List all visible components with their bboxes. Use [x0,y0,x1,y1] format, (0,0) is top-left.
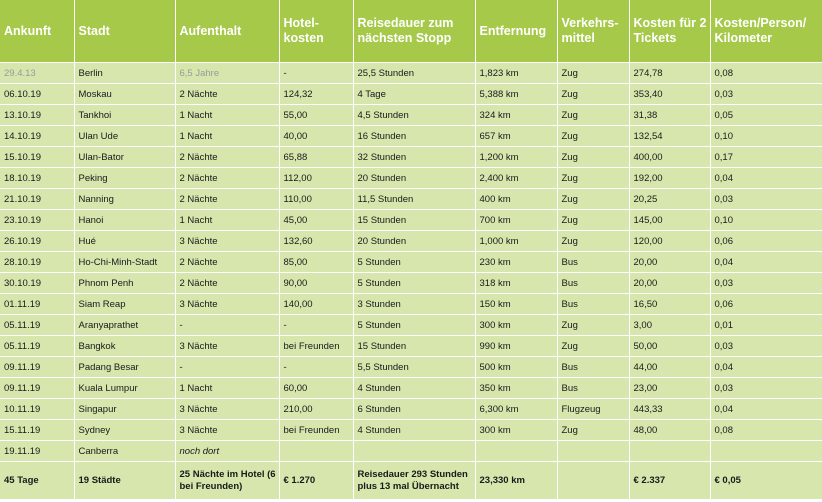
cell-city: Padang Besar [74,357,175,378]
cell-city: Siam Reap [74,294,175,315]
cell-travel-duration: 6 Stunden [353,399,475,420]
table-row [0,315,822,336]
cell-stay: 2 Nächte [175,84,279,105]
cell-arrival: 15.10.19 [0,147,74,168]
table-row [0,336,822,357]
cell-hotel-cost: 140,00 [279,294,353,315]
cell-ticket-cost: 50,00 [629,336,710,357]
cell-stay: 3 Nächte [175,231,279,252]
cell-city: Bangkok [74,336,175,357]
cell-stay: noch dort [175,441,279,462]
cell-travel-duration: 5 Stunden [353,273,475,294]
cell-city: Hanoi [74,210,175,231]
cell-travel-duration: 5 Stunden [353,252,475,273]
cell-distance: 1,200 km [475,147,557,168]
cell-stay: 2 Nächte [175,273,279,294]
cell-travel-duration: 4 Tage [353,84,475,105]
header-stay: Aufenthalt [175,0,279,63]
cell-travel-duration: 25,5 Stunden [353,63,475,84]
cell-ticket-cost: 353,40 [629,84,710,105]
cell-cost-per-km: 0,06 [710,231,822,252]
cell-cost-per-km: 0,04 [710,252,822,273]
cell-transport: Bus [557,252,629,273]
cell-stay: 2 Nächte [175,252,279,273]
header-transport: Verkehrs-mittel [557,0,629,63]
cell-distance: 318 km [475,273,557,294]
cell-hotel-cost: - [279,357,353,378]
cell-ticket-cost: 20,00 [629,273,710,294]
cell-transport: Bus [557,273,629,294]
table-row [0,252,822,273]
table-row [0,147,822,168]
cell-stay: 3 Nächte [175,336,279,357]
cell-arrival: 09.11.19 [0,378,74,399]
cell-travel-duration [353,441,475,462]
cell-distance: 2,400 km [475,168,557,189]
cell-travel-duration: 11,5 Stunden [353,189,475,210]
cell-arrival: 13.10.19 [0,105,74,126]
cell-stay: 2 Nächte [175,189,279,210]
total-duration: Reisedauer 293 Stunden plus 13 mal Übernacht [353,462,475,500]
cell-distance: 6,300 km [475,399,557,420]
cell-cost-per-km: 0,10 [710,126,822,147]
total-distance: 23,330 km [475,462,557,500]
cell-hotel-cost: 40,00 [279,126,353,147]
cell-hotel-cost: 124,32 [279,84,353,105]
cell-distance: 1,000 km [475,231,557,252]
cell-transport: Zug [557,420,629,441]
cell-arrival: 19.11.19 [0,441,74,462]
cell-cost-per-km: 0,03 [710,378,822,399]
cell-hotel-cost: - [279,63,353,84]
cell-distance: 300 km [475,420,557,441]
header-ticket-cost: Kosten für 2 Tickets [629,0,710,63]
cell-hotel-cost [279,441,353,462]
table-footer [0,462,822,500]
cell-transport: Zug [557,315,629,336]
cell-hotel-cost: 210,00 [279,399,353,420]
cell-travel-duration: 32 Stunden [353,147,475,168]
cell-stay: 1 Nacht [175,126,279,147]
cell-cost-per-km: 0,03 [710,273,822,294]
cell-hotel-cost: 112,00 [279,168,353,189]
cell-distance: 400 km [475,189,557,210]
cell-cost-per-km [710,441,822,462]
cell-transport: Bus [557,294,629,315]
cell-ticket-cost: 20,25 [629,189,710,210]
cell-cost-per-km: 0,04 [710,399,822,420]
cell-arrival: 06.10.19 [0,84,74,105]
cell-stay: 1 Nacht [175,378,279,399]
cell-stay: - [175,357,279,378]
total-days: 45 Tage [0,462,74,500]
table-row [0,357,822,378]
cell-ticket-cost: 132,54 [629,126,710,147]
cell-city: Tankhoi [74,105,175,126]
cell-distance: 500 km [475,357,557,378]
cell-arrival: 01.11.19 [0,294,74,315]
header-distance: Entfernung [475,0,557,63]
total-transport [557,462,629,500]
cell-arrival: 10.11.19 [0,399,74,420]
header-city: Stadt [74,0,175,63]
cell-stay: 2 Nächte [175,147,279,168]
cell-city: Phnom Penh [74,273,175,294]
table-header [0,0,822,63]
cell-transport: Zug [557,63,629,84]
header-travel-duration: Reisedauer zum nächsten Stopp [353,0,475,63]
cell-stay: 3 Nächte [175,420,279,441]
cell-travel-duration: 3 Stunden [353,294,475,315]
table-body [0,63,822,462]
cell-hotel-cost: 55,00 [279,105,353,126]
cell-transport: Bus [557,378,629,399]
cell-travel-duration: 15 Stunden [353,210,475,231]
cell-transport: Zug [557,126,629,147]
cell-hotel-cost: 45,00 [279,210,353,231]
cell-city: Aranyaprathet [74,315,175,336]
cell-distance: 1,823 km [475,63,557,84]
cell-transport: Zug [557,105,629,126]
cell-stay: 1 Nacht [175,210,279,231]
cell-transport: Zug [557,84,629,105]
cell-hotel-cost: 132,60 [279,231,353,252]
table-row [0,126,822,147]
cell-cost-per-km: 0,03 [710,336,822,357]
cell-arrival: 09.11.19 [0,357,74,378]
cell-travel-duration: 5,5 Stunden [353,357,475,378]
cell-city: Kuala Lumpur [74,378,175,399]
cell-hotel-cost: - [279,315,353,336]
total-cost-per-km: € 0,05 [710,462,822,500]
cell-arrival: 05.11.19 [0,336,74,357]
total-cities: 19 Städte [74,462,175,500]
cell-ticket-cost: 400,00 [629,147,710,168]
cell-transport: Zug [557,168,629,189]
cell-arrival: 26.10.19 [0,231,74,252]
table-row [0,210,822,231]
cell-distance: 324 km [475,105,557,126]
cell-ticket-cost: 192,00 [629,168,710,189]
cell-distance: 700 km [475,210,557,231]
cell-stay: 3 Nächte [175,399,279,420]
table-row [0,63,822,84]
cell-hotel-cost: 90,00 [279,273,353,294]
cell-city: Sydney [74,420,175,441]
cell-distance: 990 km [475,336,557,357]
cell-arrival: 28.10.19 [0,252,74,273]
cell-distance: 300 km [475,315,557,336]
cell-transport: Zug [557,147,629,168]
cell-hotel-cost: bei Freunden [279,336,353,357]
cell-cost-per-km: 0,03 [710,84,822,105]
cell-city: Nanning [74,189,175,210]
cell-hotel-cost: 110,00 [279,189,353,210]
cell-hotel-cost: bei Freunden [279,420,353,441]
header-cost-per-km: Kosten/Person/ Kilometer [710,0,822,63]
table-row [0,168,822,189]
cell-ticket-cost: 20,00 [629,252,710,273]
table-row [0,273,822,294]
cell-cost-per-km: 0,03 [710,189,822,210]
cell-stay: 2 Nächte [175,168,279,189]
cell-cost-per-km: 0,05 [710,105,822,126]
cell-transport: Zug [557,189,629,210]
cell-stay: 3 Nächte [175,294,279,315]
cell-stay: - [175,315,279,336]
cell-stay: 6,5 Jahre [175,63,279,84]
table-row [0,105,822,126]
cell-travel-duration: 5 Stunden [353,315,475,336]
table-row [0,399,822,420]
cell-ticket-cost: 16,50 [629,294,710,315]
totals-row [0,462,822,500]
cell-city: Berlin [74,63,175,84]
cell-distance: 230 km [475,252,557,273]
cell-hotel-cost: 85,00 [279,252,353,273]
cell-arrival: 21.10.19 [0,189,74,210]
cell-ticket-cost: 443,33 [629,399,710,420]
header-hotel-cost: Hotel-kosten [279,0,353,63]
cell-arrival: 14.10.19 [0,126,74,147]
cell-cost-per-km: 0,04 [710,168,822,189]
cell-transport: Bus [557,357,629,378]
cell-ticket-cost: 44,00 [629,357,710,378]
cell-transport [557,441,629,462]
header-arrival: Ankunft [0,0,74,63]
cell-transport: Zug [557,210,629,231]
cell-distance: 150 km [475,294,557,315]
cell-city: Moskau [74,84,175,105]
cell-travel-duration: 4,5 Stunden [353,105,475,126]
cell-cost-per-km: 0,08 [710,63,822,84]
cell-city: Hué [74,231,175,252]
cell-distance [475,441,557,462]
cell-hotel-cost: 60,00 [279,378,353,399]
cell-travel-duration: 16 Stunden [353,126,475,147]
cell-hotel-cost: 65,88 [279,147,353,168]
cell-arrival: 15.11.19 [0,420,74,441]
cell-ticket-cost: 145,00 [629,210,710,231]
cell-cost-per-km: 0,01 [710,315,822,336]
cell-arrival: 30.10.19 [0,273,74,294]
total-hotel-cost: € 1.270 [279,462,353,500]
cell-city: Ulan-Bator [74,147,175,168]
table-row [0,231,822,252]
header-row [0,0,822,63]
cell-travel-duration: 20 Stunden [353,231,475,252]
cell-transport: Zug [557,231,629,252]
cell-city: Singapur [74,399,175,420]
table-row [0,378,822,399]
cell-stay: 1 Nacht [175,105,279,126]
table-row [0,294,822,315]
cell-distance: 5,388 km [475,84,557,105]
cell-city: Canberra [74,441,175,462]
cell-ticket-cost: 23,00 [629,378,710,399]
cell-arrival: 29.4.13 [0,63,74,84]
cell-ticket-cost: 120,00 [629,231,710,252]
cell-cost-per-km: 0,06 [710,294,822,315]
table-row [0,189,822,210]
table-row [0,84,822,105]
cell-city: Ulan Ude [74,126,175,147]
cell-arrival: 18.10.19 [0,168,74,189]
cell-city: Ho-Chi-Minh-Stadt [74,252,175,273]
cell-transport: Flugzeug [557,399,629,420]
cell-ticket-cost: 31,38 [629,105,710,126]
cell-travel-duration: 4 Stunden [353,378,475,399]
cell-arrival: 23.10.19 [0,210,74,231]
cell-ticket-cost: 3,00 [629,315,710,336]
cell-cost-per-km: 0,10 [710,210,822,231]
cell-ticket-cost: 48,00 [629,420,710,441]
table-row [0,441,822,462]
cell-transport: Zug [557,336,629,357]
cell-travel-duration: 15 Stunden [353,336,475,357]
cell-travel-duration: 4 Stunden [353,420,475,441]
total-ticket-cost: € 2.337 [629,462,710,500]
total-nights: 25 Nächte im Hotel (6 bei Freunden) [175,462,279,500]
cell-cost-per-km: 0,04 [710,357,822,378]
cell-ticket-cost: 274,78 [629,63,710,84]
cell-distance: 350 km [475,378,557,399]
cell-city: Peking [74,168,175,189]
cell-arrival: 05.11.19 [0,315,74,336]
cell-cost-per-km: 0,17 [710,147,822,168]
cell-ticket-cost [629,441,710,462]
table-row [0,420,822,441]
cell-distance: 657 km [475,126,557,147]
cell-travel-duration: 20 Stunden [353,168,475,189]
cell-cost-per-km: 0,08 [710,420,822,441]
